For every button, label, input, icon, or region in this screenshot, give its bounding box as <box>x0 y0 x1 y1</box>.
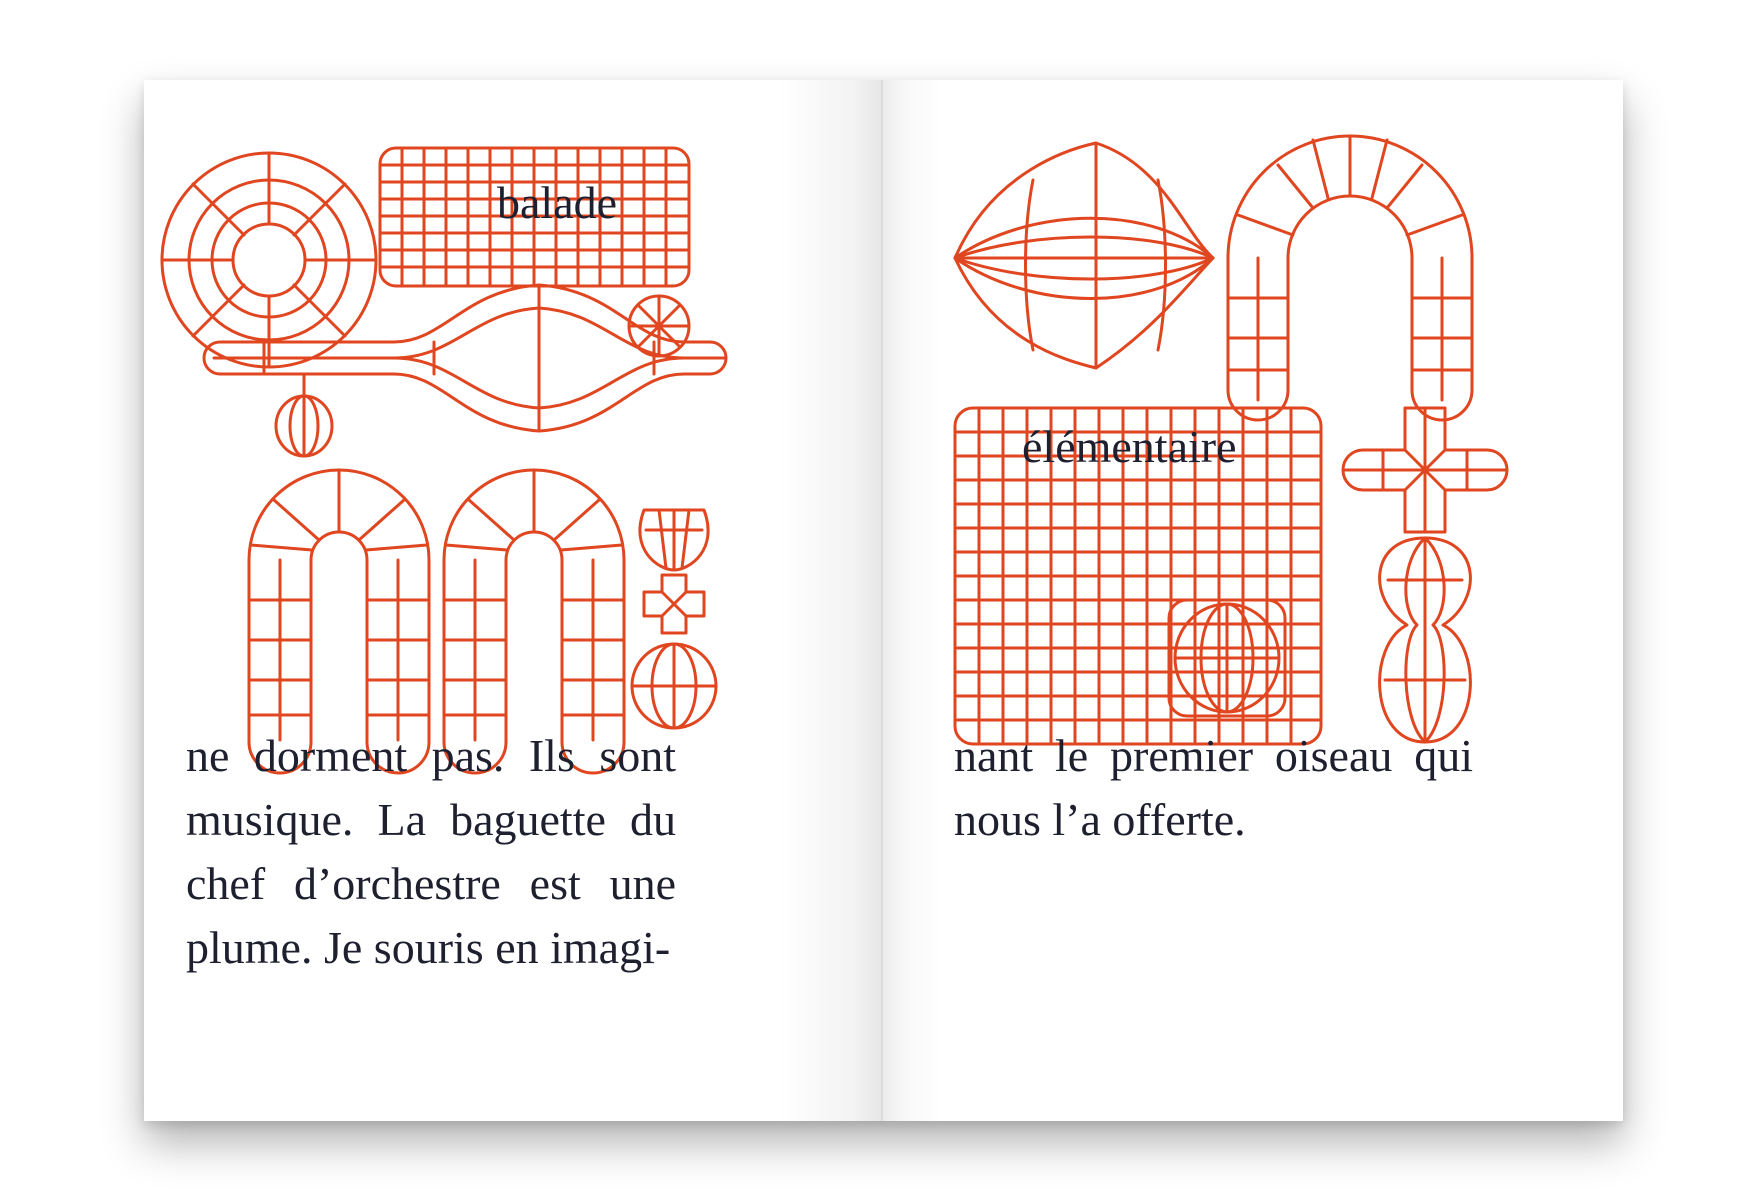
left-page <box>144 80 883 1121</box>
arch-shape <box>1228 136 1472 420</box>
diamond-lens-shape <box>955 143 1213 368</box>
cross-totem-shape <box>1343 408 1507 742</box>
right-page <box>883 80 1623 1121</box>
left-body-text <box>186 724 676 980</box>
text-line: musique. La baguette du <box>186 794 676 845</box>
book-spread <box>144 80 1623 1121</box>
text-line: plume. Je souris en imagi- <box>186 922 671 973</box>
target-disc-shape <box>162 153 376 367</box>
illustration-label: balade <box>497 177 618 228</box>
right-illustration <box>883 80 1623 800</box>
striped-ball-shape <box>276 396 332 456</box>
illustration-label: élémentaire <box>1022 421 1237 472</box>
text-line: nous l’a offerte. <box>954 794 1246 845</box>
text-line: chef d’orchestre est une <box>186 858 676 909</box>
right-body-text <box>954 724 1473 852</box>
text-line: nant le premier oiseau qui <box>954 730 1473 781</box>
text-line: ne dorment pas. Ils sont <box>186 730 676 781</box>
small-totem-shape <box>632 510 716 728</box>
